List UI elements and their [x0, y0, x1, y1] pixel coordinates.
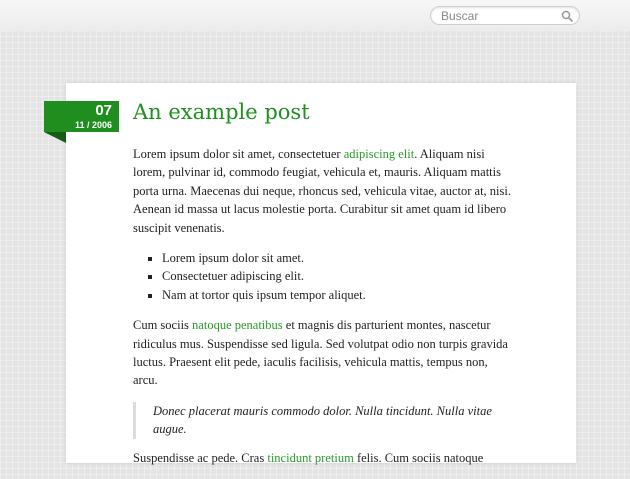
search-box[interactable] [430, 6, 580, 25]
post-paragraph-1 [133, 145, 513, 237]
paragraph-text: Lorem ipsum dolor sit amet, consectetuer [133, 147, 344, 161]
date-day: 07 [95, 102, 112, 119]
date-month-year: 11 / 2006 [74, 120, 112, 130]
paragraph-text: et magnis dis parturient montes, nascetur ridiculus mus. Suspendisse sed ligula. Sed volutpat odio non turpis gravida luctus. Praesent elit pede, iaculis facilisis, vehicula mattis, tempus non, arcu. [133, 318, 508, 388]
paragraph-text: felis. Cum sociis natoque [353, 450, 484, 465]
date-ribbon [44, 101, 119, 132]
post-link-3[interactable]: tincidunt pretium [267, 450, 354, 465]
search-icon[interactable] [561, 10, 573, 22]
post-body [133, 145, 513, 479]
ribbon-fold [44, 132, 66, 143]
paragraph-text: Cum sociis [133, 318, 193, 333]
post-list [133, 249, 513, 304]
post-link-2[interactable]: natoque penatibus [192, 318, 283, 333]
post-quote: Donec placerat mauris commodo dolor. Nulla tincidunt. Nulla vitae augue. [133, 402, 513, 439]
post-paragraph-3 [133, 449, 513, 467]
top-bar-scalloped-edge [0, 28, 630, 34]
post-title[interactable]: An example post [133, 100, 310, 124]
paragraph-text: Suspendisse ac pede. Cras [133, 450, 268, 465]
list-item: ▪ Nam at tortor quis ipsum tempor aliquet. [162, 286, 513, 304]
post-link-1[interactable]: adipiscing elit [343, 147, 415, 161]
search-input[interactable] [441, 7, 553, 24]
list-item: ▪ Lorem ipsum dolor sit amet. [162, 249, 513, 267]
list-item: ▪ Consectetuer adipiscing elit. [162, 267, 513, 285]
paragraph-text: . Aliquam nisi lorem, pulvinar id, commodo feugiat, vehicula et, mauris. Aliquam mattis porta urna. Maecenas dui neque, rhoncus sed, vehicula vitae, auctor at, nisi. Aenean id massa ut lacus molestie porta. Curabitur sit amet quam id libero suscipit venenatis. [133, 147, 511, 235]
post-paragraph-2 [133, 316, 513, 390]
